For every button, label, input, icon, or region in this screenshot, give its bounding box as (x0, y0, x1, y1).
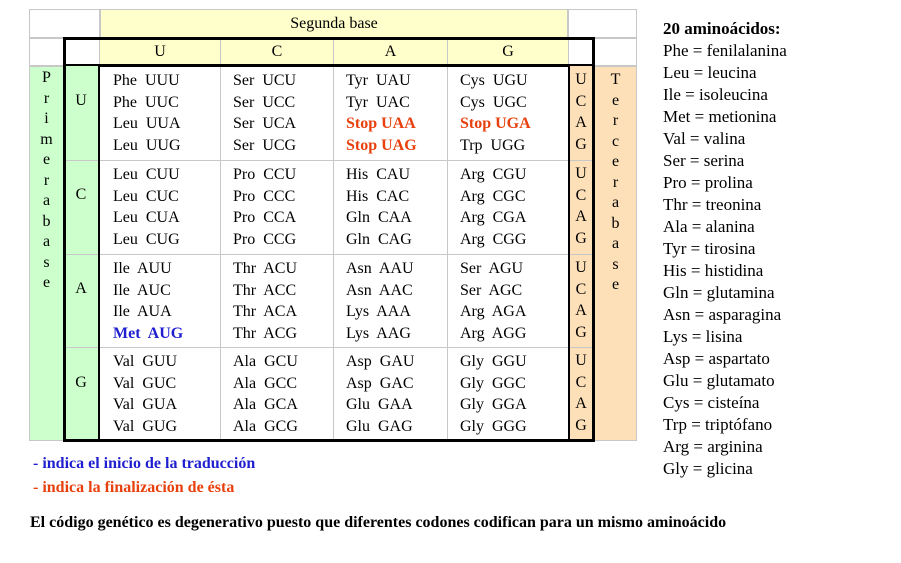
first-base-letter: U (75, 92, 87, 109)
amino-acid-item: Leu = leucina (663, 63, 757, 82)
codon-entry: Thr ACG (233, 325, 297, 343)
codon-entry: Phe UUC (113, 93, 179, 111)
codon-entry: Leu CUG (113, 231, 180, 249)
amino-acid-item: Thr = treonina (663, 195, 762, 214)
codon-entry: Arg AGA (460, 303, 527, 321)
codon-entry: Lys AAG (346, 325, 411, 343)
codon-entry: Ala GCC (233, 374, 297, 392)
amino-acid-item: Met = metionina (663, 107, 777, 126)
amino-acid-item: Asp = aspartato (663, 349, 770, 368)
codon-entry: Stop UGA (460, 115, 531, 133)
codon-entry: Gln CAG (346, 231, 412, 249)
codon-entry: Gly GGU (460, 353, 527, 370)
codon-entry: Ala GCU (233, 353, 298, 370)
amino-acid-item: Ile = isoleucina (663, 85, 768, 104)
codon-entry: Asn AAC (346, 281, 413, 299)
codon-entry: Val GUC (113, 374, 177, 392)
amino-acid-item: Ala = alanina (663, 217, 755, 236)
codon-entry: His CAC (346, 187, 410, 205)
codon-entry: Pro CCU (233, 166, 297, 183)
codon-entry: Arg CGU (460, 166, 527, 183)
footer-note: El código genético es degenerativo puesto que diferentes codones codifican para un mismo aminoácido (30, 514, 727, 531)
codon-entry: Val GUU (113, 353, 177, 370)
codon-entry: Cys UGU (460, 72, 528, 89)
codon-entry: Cys UGC (460, 93, 527, 111)
legend-start: - indica el inicio de la traducción (33, 455, 256, 472)
codon-entry: Arg CGA (460, 209, 527, 227)
amino-acid-item: Val = valina (663, 129, 746, 148)
codon-entry: Phe UUU (113, 72, 180, 89)
codon-entry: Ala GCG (233, 418, 298, 436)
amino-acid-item: Lys = lisina (663, 327, 743, 346)
amino-acid-item: Trp = triptófano (663, 415, 773, 434)
codon-entry: Stop UAA (346, 115, 416, 133)
third-base-letters: U C A G (575, 352, 587, 434)
codon-entry: Ser UCU (233, 72, 297, 89)
codon-entry: Pro CCC (233, 187, 296, 205)
codon-entry: Lys AAA (346, 303, 411, 321)
amino-acid-item: Tyr = tirosina (663, 239, 756, 258)
codon-entry: Stop UAG (346, 137, 417, 155)
codon-entry: Tyr UAU (346, 72, 411, 89)
codon-entry: Thr ACU (233, 260, 297, 277)
amino-acid-item: Gln = glutamina (663, 283, 775, 302)
amino-acid-item: Ser = serina (663, 151, 745, 170)
amino-acid-item: Asn = asparagina (663, 305, 782, 324)
codon-entry: Ala GCA (233, 396, 298, 414)
codon-entry: Ser AGC (460, 281, 523, 299)
second-base-letter: U (154, 43, 166, 60)
codon-entry: Glu GAG (346, 418, 413, 436)
codon-entry: Thr ACA (233, 303, 297, 321)
amino-acids-title: 20 aminoácidos: (663, 19, 781, 38)
first-base-vertical-label: P r i m e r a b a s e (40, 69, 53, 291)
codon-entry: Pro CCG (233, 231, 297, 249)
legend-stop: - indica la finalización de ésta (33, 479, 235, 496)
codon-entry: Ile AUA (113, 303, 172, 321)
codon-entry: Pro CCA (233, 209, 297, 227)
codon-entry: Asp GAU (346, 353, 415, 370)
first-base-letter: C (75, 186, 87, 203)
codon-entry: Trp UGG (460, 137, 526, 155)
second-base-letter: C (271, 43, 283, 60)
amino-acid-item: Cys = cisteína (663, 393, 760, 412)
amino-acid-item: Gly = glicina (663, 459, 753, 478)
codon-entry: Gly GGC (460, 374, 526, 392)
amino-acid-item: Pro = prolina (663, 173, 753, 192)
amino-acid-item: Glu = glutamato (663, 371, 775, 390)
third-base-vertical-label: T e r c e r a b a s e (610, 71, 621, 293)
codon-entry: Ile AUC (113, 281, 171, 299)
second-base-letter: A (384, 43, 397, 60)
codon-entry: Val GUG (113, 418, 177, 436)
codon-entry: Gly GGA (460, 396, 527, 414)
codon-entry: Leu CUU (113, 166, 180, 183)
codon-entry: Tyr UAC (346, 93, 410, 111)
codon-entry: Leu UUA (113, 115, 181, 133)
codon-entry: Leu UUG (113, 137, 181, 155)
codon-entry: Ser UCC (233, 93, 296, 111)
codon-entry: Arg CGC (460, 187, 526, 205)
second-base-letter: G (502, 43, 514, 60)
codon-entry: Asp GAC (346, 374, 414, 392)
codon-entry: Ile AUU (113, 260, 172, 277)
codon-entry: His CAU (346, 166, 411, 183)
header-corner-top (29, 9, 100, 38)
header-corner-top-right (568, 9, 637, 38)
codon-entry: Gly GGG (460, 418, 527, 436)
codon-entry: Met AUG (113, 325, 184, 343)
codon-entry: Gln CAA (346, 209, 412, 227)
first-base-letter: G (75, 374, 87, 391)
third-base-letters: U C A G (575, 71, 587, 153)
amino-acid-item: His = histidina (663, 261, 764, 280)
codon-entry: Val GUA (113, 396, 177, 414)
amino-acid-item: Arg = arginina (663, 437, 763, 456)
codon-entry: Leu CUC (113, 187, 179, 205)
codon-entry: Arg AGG (460, 325, 527, 343)
second-base-title: Segunda base (290, 15, 378, 32)
codon-entry: Arg CGG (460, 231, 527, 249)
second-base-header (100, 9, 568, 38)
third-base-letters: U C A G (575, 259, 587, 341)
third-base-letters: U C A G (575, 165, 587, 247)
codon-entry: Leu CUA (113, 209, 180, 227)
codon-entry: Ser UCG (233, 137, 297, 155)
first-base-letter: A (75, 280, 87, 297)
codon-entry: Thr ACC (233, 281, 297, 299)
codon-entry: Ser AGU (460, 260, 524, 277)
amino-acid-item: Phe = fenilalanina (663, 41, 787, 60)
header-divider (63, 64, 595, 66)
codon-entry: Asn AAU (346, 260, 414, 277)
codon-entry: Ser UCA (233, 115, 297, 133)
codon-entry: Glu GAA (346, 396, 413, 414)
